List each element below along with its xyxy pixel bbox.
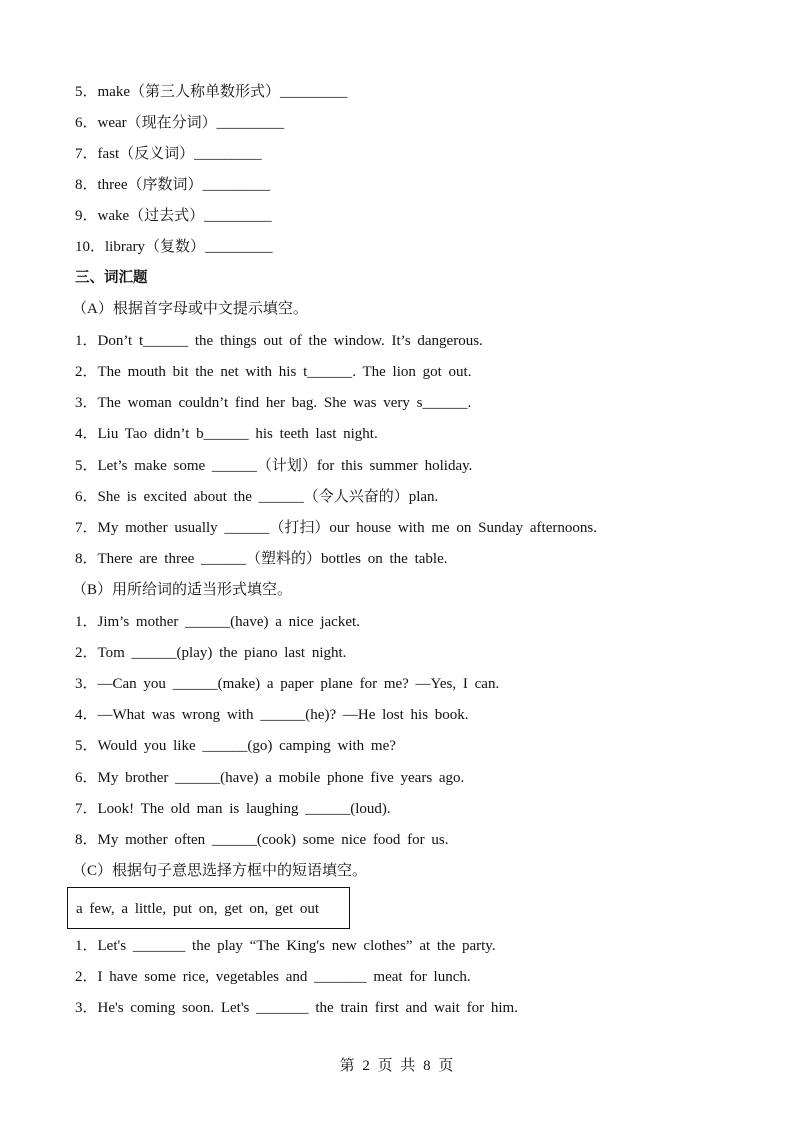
part-b-item: 5．Would you like ______(go) camping with me?: [75, 738, 396, 754]
part-a-item: 7．My mother usually ______（打扫）our house with me on Sunday afternoons.: [75, 520, 597, 536]
part-b-item: 6．My brother ______(have) a mobile phone five years ago.: [75, 770, 465, 786]
part-b-item: 7．Look! The old man is laughing ______(loud).: [75, 801, 391, 817]
word-box: [67, 887, 350, 929]
part-b-item: 4．—What was wrong with ______(he)? —He lost his book.: [75, 707, 469, 723]
part-a-instruction: （A）根据首字母或中文提示填空。: [72, 301, 308, 317]
part-b-item: 3．—Can you ______(make) a paper plane for me? —Yes, I can.: [75, 676, 500, 692]
part-a-item: 4．Liu Tao didn’t b______ his teeth last night.: [75, 426, 378, 442]
part-b-instruction: （B）用所给词的适当形式填空。: [72, 582, 293, 598]
part-b-item: 2．Tom ______(play) the piano last night.: [75, 645, 347, 661]
section-title: 三、词汇题: [75, 270, 148, 286]
part-a-item: 6．She is excited about the ______（令人兴奋的）plan.: [75, 489, 439, 505]
part-a-item: 8．There are three ______（塑料的）bottles on the table.: [75, 551, 448, 567]
part-b-item: 8．My mother often ______(cook) some nice food for us.: [75, 832, 449, 848]
part-a-item: 2．The mouth bit the net with his t______. The lion got out.: [75, 364, 472, 380]
word-form-item: 7．fast（反义词）_________: [75, 146, 262, 162]
word-box-text: a few, a little, put on, get on, get out: [76, 901, 320, 917]
part-a-item: 3．The woman couldn’t find her bag. She was very s______.: [75, 395, 472, 411]
part-a-item: 1．Don’t t______ the things out of the window. It’s dangerous.: [75, 333, 483, 349]
part-c-item: 1．Let's _______ the play “The King's new clothes” at the party.: [75, 938, 496, 954]
word-form-item: 10．library（复数）_________: [75, 239, 273, 255]
word-form-item: 5．make（第三人称单数形式）_________: [75, 84, 348, 100]
word-form-item: 9．wake（过去式）_________: [75, 208, 272, 224]
part-b-item: 1．Jim’s mother ______(have) a nice jacket.: [75, 614, 360, 630]
part-c-instruction: （C）根据句子意思选择方框中的短语填空。: [72, 863, 368, 879]
word-form-item: 6．wear（现在分词）_________: [75, 115, 285, 131]
part-c-item: 3．He's coming soon. Let's _______ the train first and wait for him.: [75, 1000, 518, 1016]
page-number: 第 2 页 共 8 页: [339, 1058, 454, 1074]
part-a-item: 5．Let’s make some ______（计划）for this summer holiday.: [75, 458, 473, 474]
word-form-item: 8．three（序数词）_________: [75, 177, 270, 193]
part-c-item: 2．I have some rice, vegetables and _______ meat for lunch.: [75, 969, 471, 985]
